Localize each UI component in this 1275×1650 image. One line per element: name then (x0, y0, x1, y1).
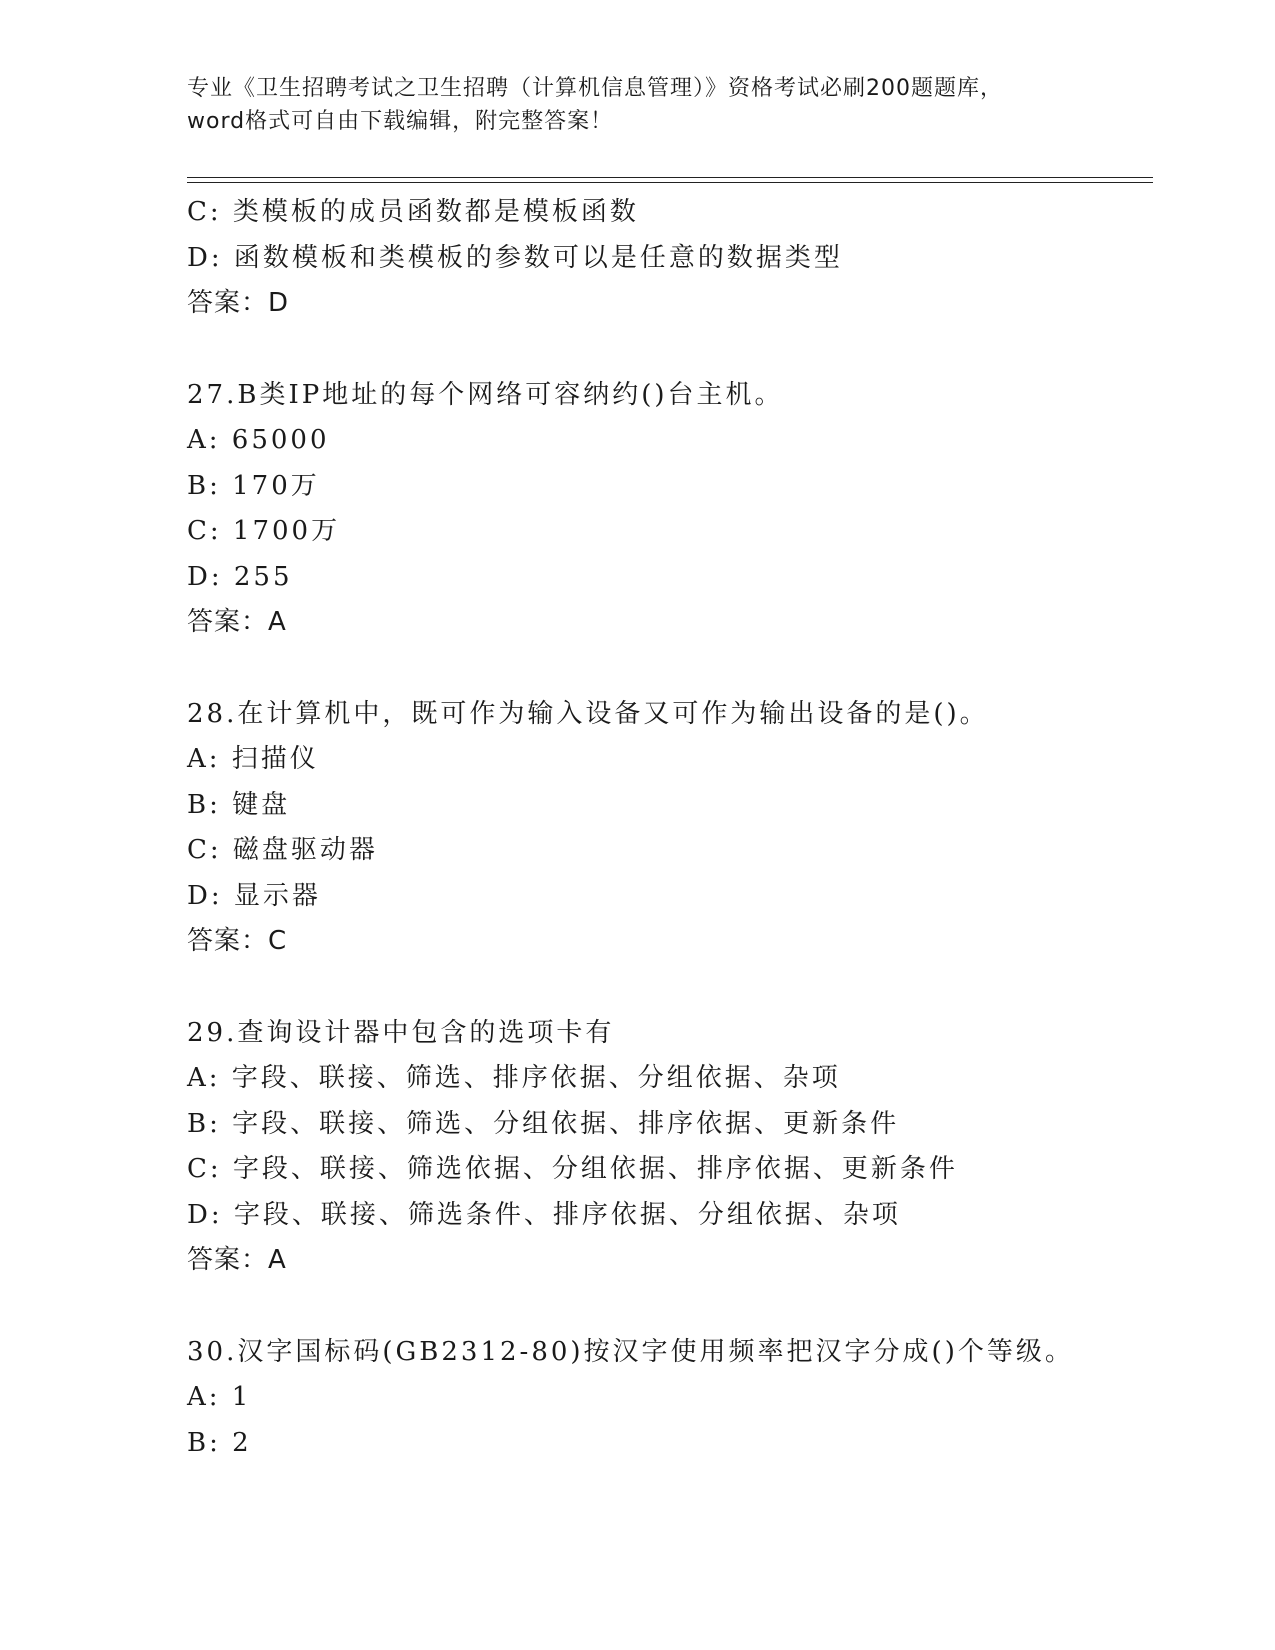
option-d: D: 显示器 (187, 880, 321, 911)
option-d: D: 函数模板和类模板的参数可以是任意的数据类型 (187, 242, 843, 273)
option-a: A: 1 (187, 1382, 252, 1412)
spacer (187, 965, 1137, 1011)
option-c: C: 类模板的成员函数都是模板函数 (187, 197, 639, 227)
option-c: C: 磁盘驱动器 (187, 835, 378, 865)
question-block-30 (187, 1330, 1137, 1467)
header-line-2: word格式可自由下载编辑，附完整答案！ (187, 109, 614, 134)
answer-text: 答案：A (187, 1245, 287, 1275)
option-a: A: 扫描仪 (187, 744, 319, 774)
option-c: C: 1700万 (187, 516, 341, 546)
spacer (187, 327, 1137, 373)
question-text: 27.B类IP地址的每个网络可容纳约()台主机。 (187, 379, 784, 410)
answer-text: 答案：C (187, 926, 288, 956)
question-block-27 (187, 373, 1137, 646)
option-b: B: 字段、联接、筛选、分组依据、排序依据、更新条件 (187, 1108, 900, 1139)
question-block-29 (187, 1011, 1137, 1284)
spacer (187, 646, 1137, 692)
option-a: A: 65000 (187, 425, 330, 455)
question-list (187, 190, 1137, 1466)
question-block-28 (187, 692, 1137, 965)
option-c: C: 字段、联接、筛选依据、分组依据、排序依据、更新条件 (187, 1154, 958, 1184)
option-d: D: 255 (187, 561, 293, 592)
header-divider-bottom (187, 182, 1153, 183)
option-d: D: 字段、联接、筛选条件、排序依据、分组依据、杂项 (187, 1199, 901, 1230)
option-a: A: 字段、联接、筛选、排序依据、分组依据、杂项 (187, 1063, 841, 1093)
question-text: 30.汉字国标码(GB2312-80)按汉字使用频率把汉字分成()个等级。 (187, 1336, 1074, 1367)
option-b: B: 键盘 (187, 789, 291, 820)
option-b: B: 2 (187, 1427, 252, 1458)
question-text: 28.在计算机中，既可作为输入设备又可作为输出设备的是()。 (187, 698, 989, 729)
answer-text: 答案：D (187, 288, 290, 318)
question-text: 29.查询设计器中包含的选项卡有 (187, 1017, 615, 1048)
spacer (187, 1284, 1137, 1330)
header-line-1: 专业《卫生招聘考试之卫生招聘（计算机信息管理）》资格考试必刷200题题库， (187, 76, 1003, 101)
question-block-prev (187, 190, 1137, 327)
document-header (187, 72, 1087, 138)
answer-text: 答案：A (187, 607, 287, 637)
header-divider-top (187, 177, 1153, 178)
option-b: B: 170万 (187, 470, 320, 501)
